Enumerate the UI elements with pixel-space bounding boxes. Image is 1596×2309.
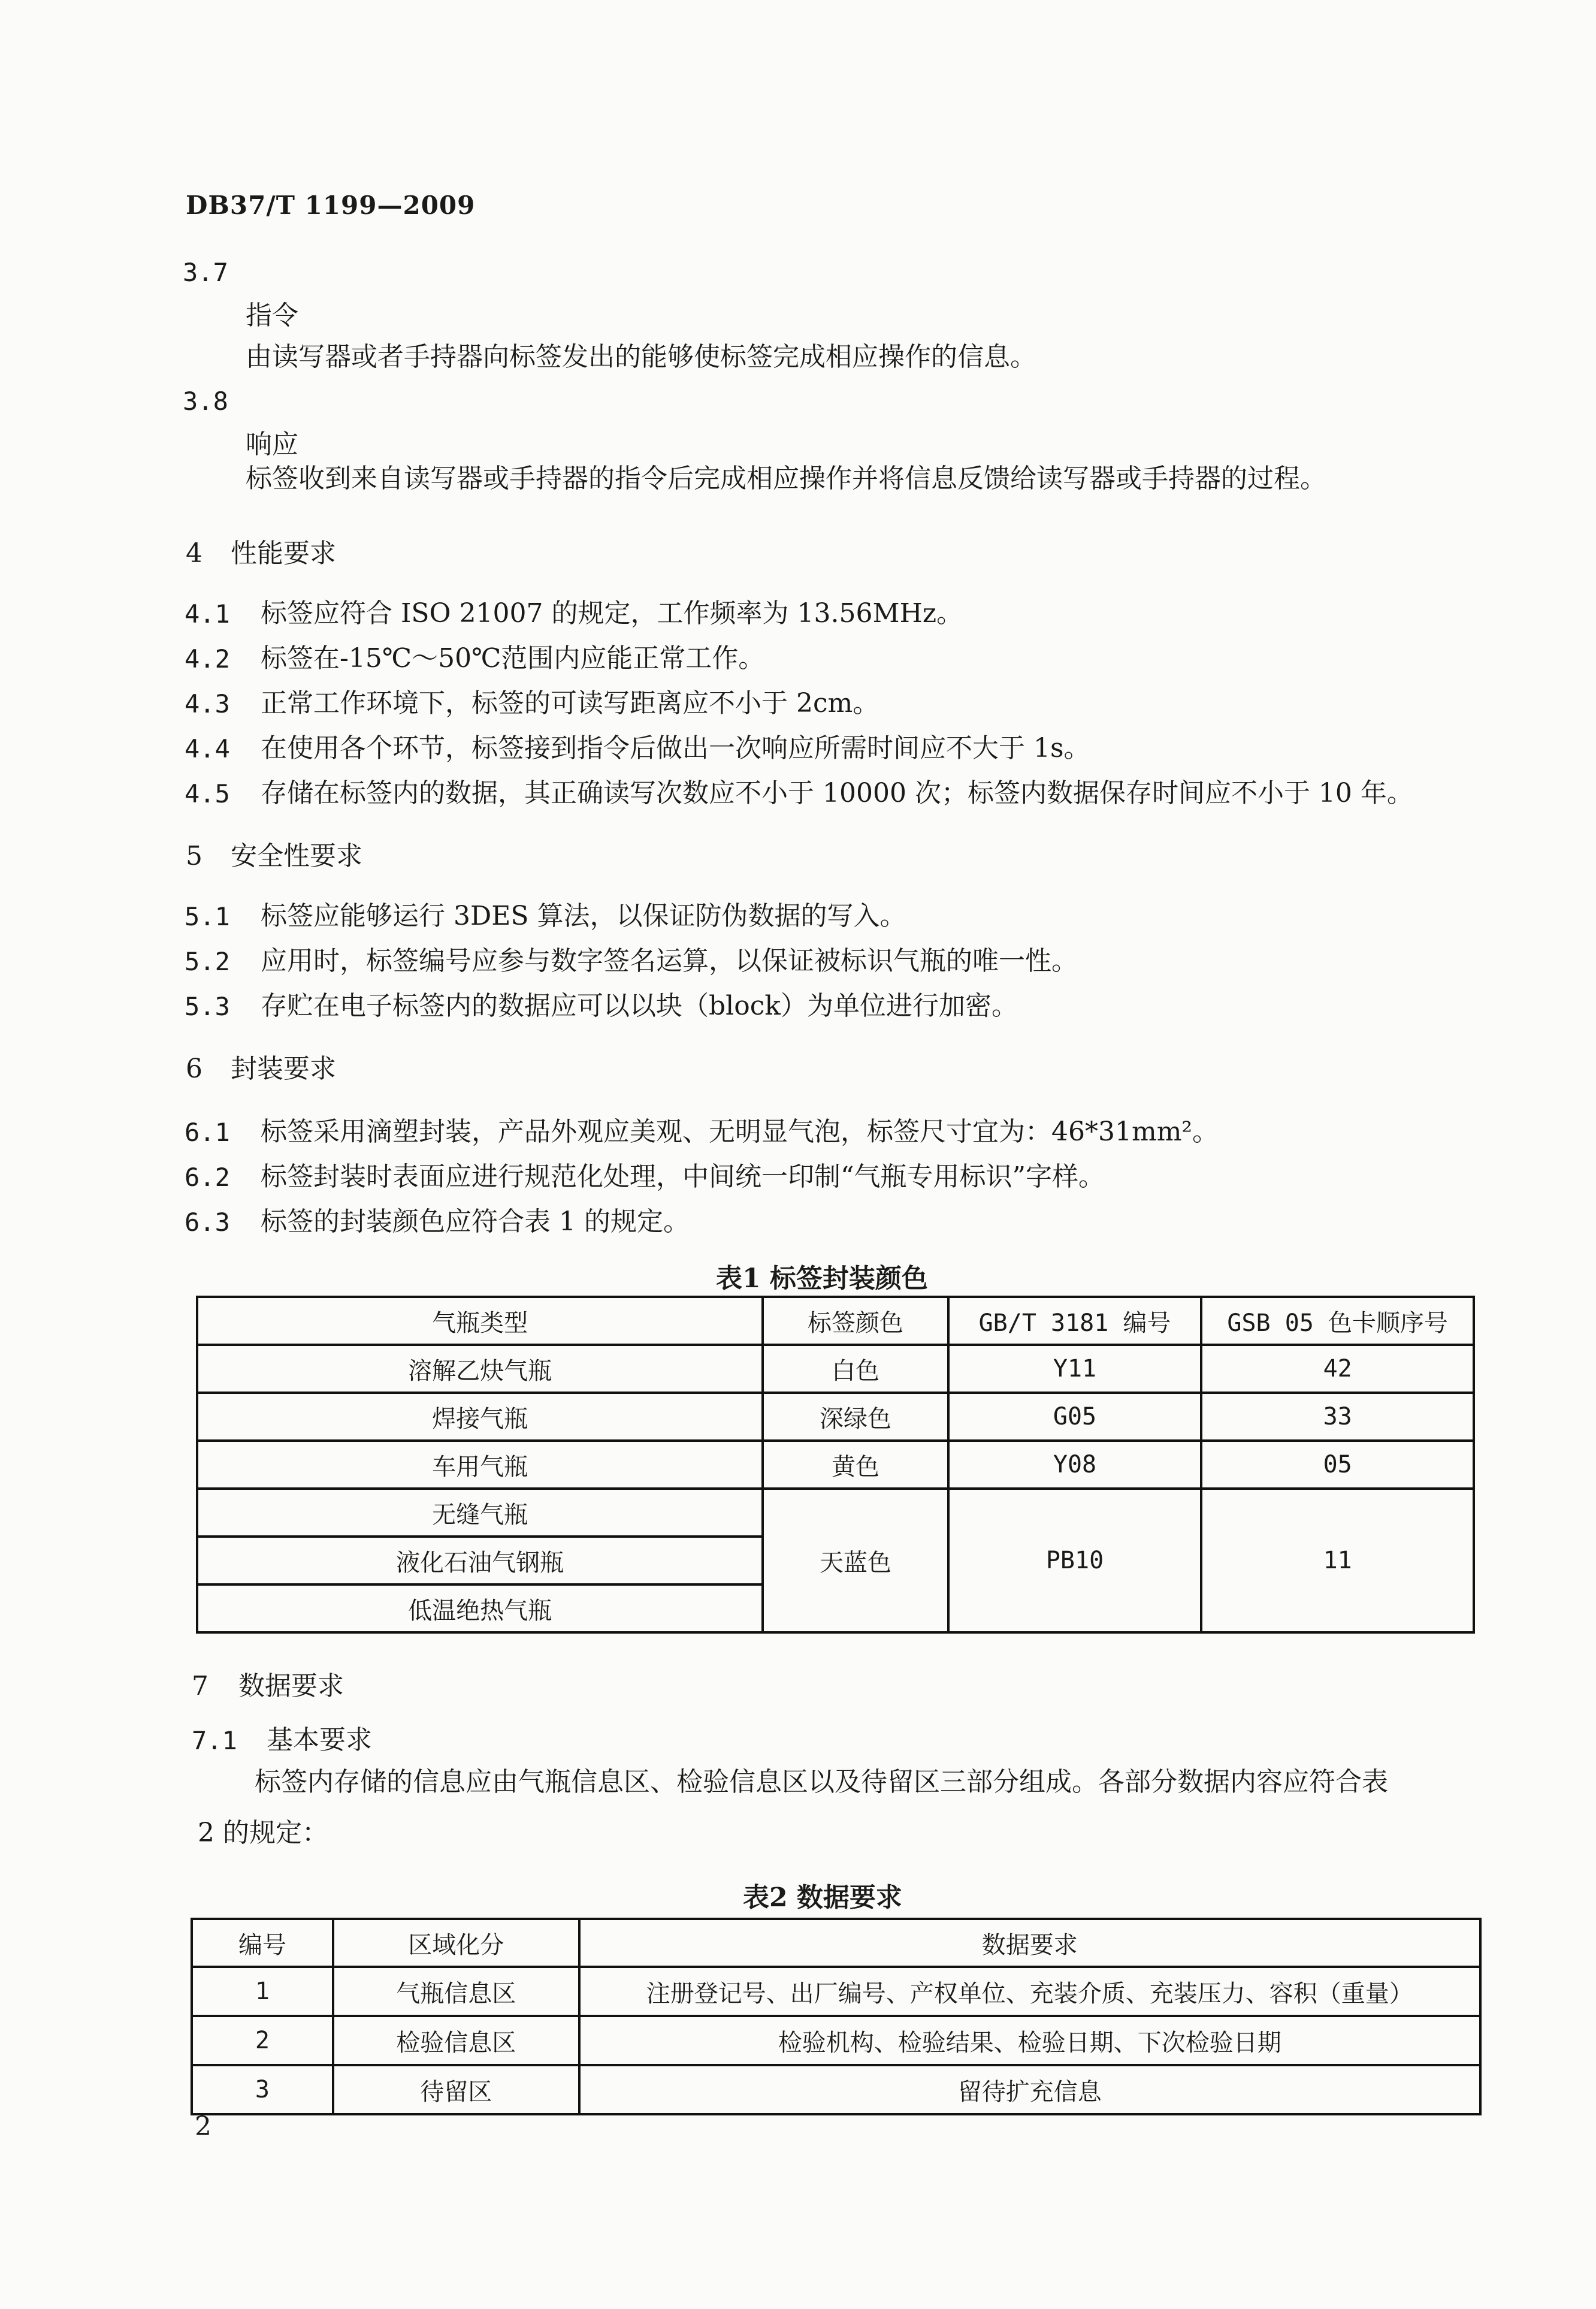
- clause-number: 4.2: [185, 644, 230, 674]
- section-title: 封装要求: [231, 1054, 336, 1084]
- term-heading: 响应: [246, 429, 298, 460]
- section-number: 7: [192, 1671, 208, 1701]
- table-cell: 车用气瓶: [197, 1441, 763, 1489]
- table-cell: 留待扩充信息: [579, 2065, 1481, 2114]
- table-cell: 白色: [763, 1345, 948, 1393]
- table-cell: 33: [1201, 1393, 1474, 1441]
- term-heading: 指令: [246, 300, 298, 331]
- header-cell: GB/T 3181 编号: [948, 1297, 1202, 1345]
- table-cell: 气瓶信息区: [333, 1967, 579, 2016]
- clause-text: 标签采用滴塑封装，产品外观应美观、无明显气泡，标签尺寸宜为：46*31mm²。: [261, 1116, 1219, 1147]
- clause-number: 5.2: [185, 947, 230, 976]
- section-title: 数据要求: [238, 1671, 344, 1701]
- clause-text: 正常工作环境下，标签的可读写距离应不小于 2cm。: [261, 688, 879, 719]
- doc-code: DB37/T 1199—2009: [186, 191, 476, 220]
- clause-text: 标签在-15℃～50℃范围内应能正常工作。: [261, 643, 765, 674]
- clause-number: 6.1: [185, 1118, 230, 1147]
- clause-number: 5.1: [185, 902, 230, 931]
- table-cell: 焊接气瓶: [197, 1393, 763, 1441]
- header-cell: GSB 05 色卡顺序号: [1201, 1297, 1474, 1345]
- clause-number: 4.1: [185, 599, 230, 629]
- clause-number: 6.3: [185, 1208, 230, 1237]
- clause-text: 在使用各个环节，标签接到指令后做出一次响应所需时间应不大于 1s。: [261, 733, 1090, 763]
- table-cell: 深绿色: [763, 1393, 948, 1441]
- table-cell: G05: [948, 1393, 1202, 1441]
- table-row: [192, 2016, 1480, 2065]
- table-row: [197, 1441, 1474, 1489]
- paragraph-line: 标签内存储的信息应由气瓶信息区、检验信息区以及待留区三部分组成。各部分数据内容应符合表: [255, 1767, 1388, 1797]
- header-cell: 区域化分: [333, 1919, 579, 1967]
- clause-number: 6.2: [185, 1163, 230, 1192]
- table-row: [192, 2065, 1480, 2114]
- clause-number: 4.3: [185, 689, 230, 719]
- clause-number: 5.3: [185, 992, 230, 1021]
- table-1: [196, 1296, 1475, 1634]
- table-cell: 液化石油气钢瓶: [197, 1537, 763, 1584]
- clause-number: 3.7: [183, 258, 228, 287]
- table-row: [197, 1489, 1474, 1537]
- page-number: 2: [195, 2111, 211, 2142]
- clause-text: 标签的封装颜色应符合表 1 的规定。: [261, 1206, 690, 1237]
- header-cell: 数据要求: [579, 1919, 1481, 1967]
- table-2: [191, 1918, 1482, 2115]
- section-title: 安全性要求: [231, 841, 362, 871]
- subsection-number: 7.1: [192, 1726, 237, 1755]
- merged-seq-cell: 11: [1201, 1489, 1474, 1632]
- merged-code-cell: PB10: [948, 1489, 1202, 1632]
- clause-text: 标签封装时表面应进行规范化处理，中间统一印制“气瓶专用标识”字样。: [261, 1161, 1105, 1192]
- table-cell: 42: [1201, 1345, 1474, 1393]
- table-cell: 待留区: [333, 2065, 579, 2114]
- table-header-row: [197, 1297, 1474, 1345]
- clause-text: 标签应符合 ISO 21007 的规定，工作频率为 13.56MHz。: [261, 598, 963, 629]
- table-cell: 3: [192, 2065, 333, 2114]
- table-row: [192, 1967, 1480, 2016]
- table-cell: 05: [1201, 1441, 1474, 1489]
- table-row: [197, 1393, 1474, 1441]
- header-cell: 编号: [192, 1919, 333, 1967]
- section-number: 4: [186, 538, 202, 569]
- table-cell: 黄色: [763, 1441, 948, 1489]
- header-cell: 标签颜色: [763, 1297, 948, 1345]
- table-caption: 表1 标签封装颜色: [716, 1263, 928, 1294]
- table-cell: 无缝气瓶: [197, 1489, 763, 1537]
- merged-color-cell: 天蓝色: [763, 1489, 948, 1632]
- clause-number: 4.4: [185, 734, 230, 763]
- clause-number: 4.5: [185, 779, 230, 808]
- clause-text: 存储在标签内的数据，其正确读写次数应不小于 10000 次；标签内数据保存时间应不小于 10 年。: [261, 778, 1413, 808]
- table-caption: 表2 数据要求: [743, 1882, 902, 1913]
- paragraph-line: 2 的规定：: [198, 1818, 328, 1848]
- table-cell: Y08: [948, 1441, 1202, 1489]
- section-title: 性能要求: [231, 538, 336, 569]
- table-row: [197, 1345, 1474, 1393]
- section-number: 6: [186, 1054, 202, 1084]
- table-cell: 检验机构、检验结果、检验日期、下次检验日期: [579, 2016, 1481, 2065]
- table-header-row: [192, 1919, 1480, 1967]
- table-cell: 1: [192, 1967, 333, 2016]
- table-cell: 2: [192, 2016, 333, 2065]
- table-cell: 检验信息区: [333, 2016, 579, 2065]
- clause-text: 标签应能够运行 3DES 算法，以保证防伪数据的写入。: [261, 901, 906, 931]
- table-cell: 溶解乙炔气瓶: [197, 1345, 763, 1393]
- section-number: 5: [186, 841, 202, 871]
- term-definition: 标签收到来自读写器或手持器的指令后完成相应操作并将信息反馈给读写器或手持器的过程。: [246, 463, 1326, 494]
- clause-text: 应用时，标签编号应参与数字签名运算，以保证被标识气瓶的唯一性。: [261, 946, 1078, 976]
- header-cell: 气瓶类型: [197, 1297, 763, 1345]
- term-definition: 由读写器或者手持器向标签发出的能够使标签完成相应操作的信息。: [246, 342, 1036, 372]
- table-cell: 低温绝热气瓶: [197, 1584, 763, 1632]
- table-cell: 注册登记号、出厂编号、产权单位、充装介质、充装压力、容积（重量）: [579, 1967, 1481, 2016]
- subsection-title: 基本要求: [267, 1725, 372, 1755]
- clause-number: 3.8: [183, 387, 228, 416]
- table-cell: Y11: [948, 1345, 1202, 1393]
- clause-text: 存贮在电子标签内的数据应可以以块（block）为单位进行加密。: [261, 991, 1018, 1021]
